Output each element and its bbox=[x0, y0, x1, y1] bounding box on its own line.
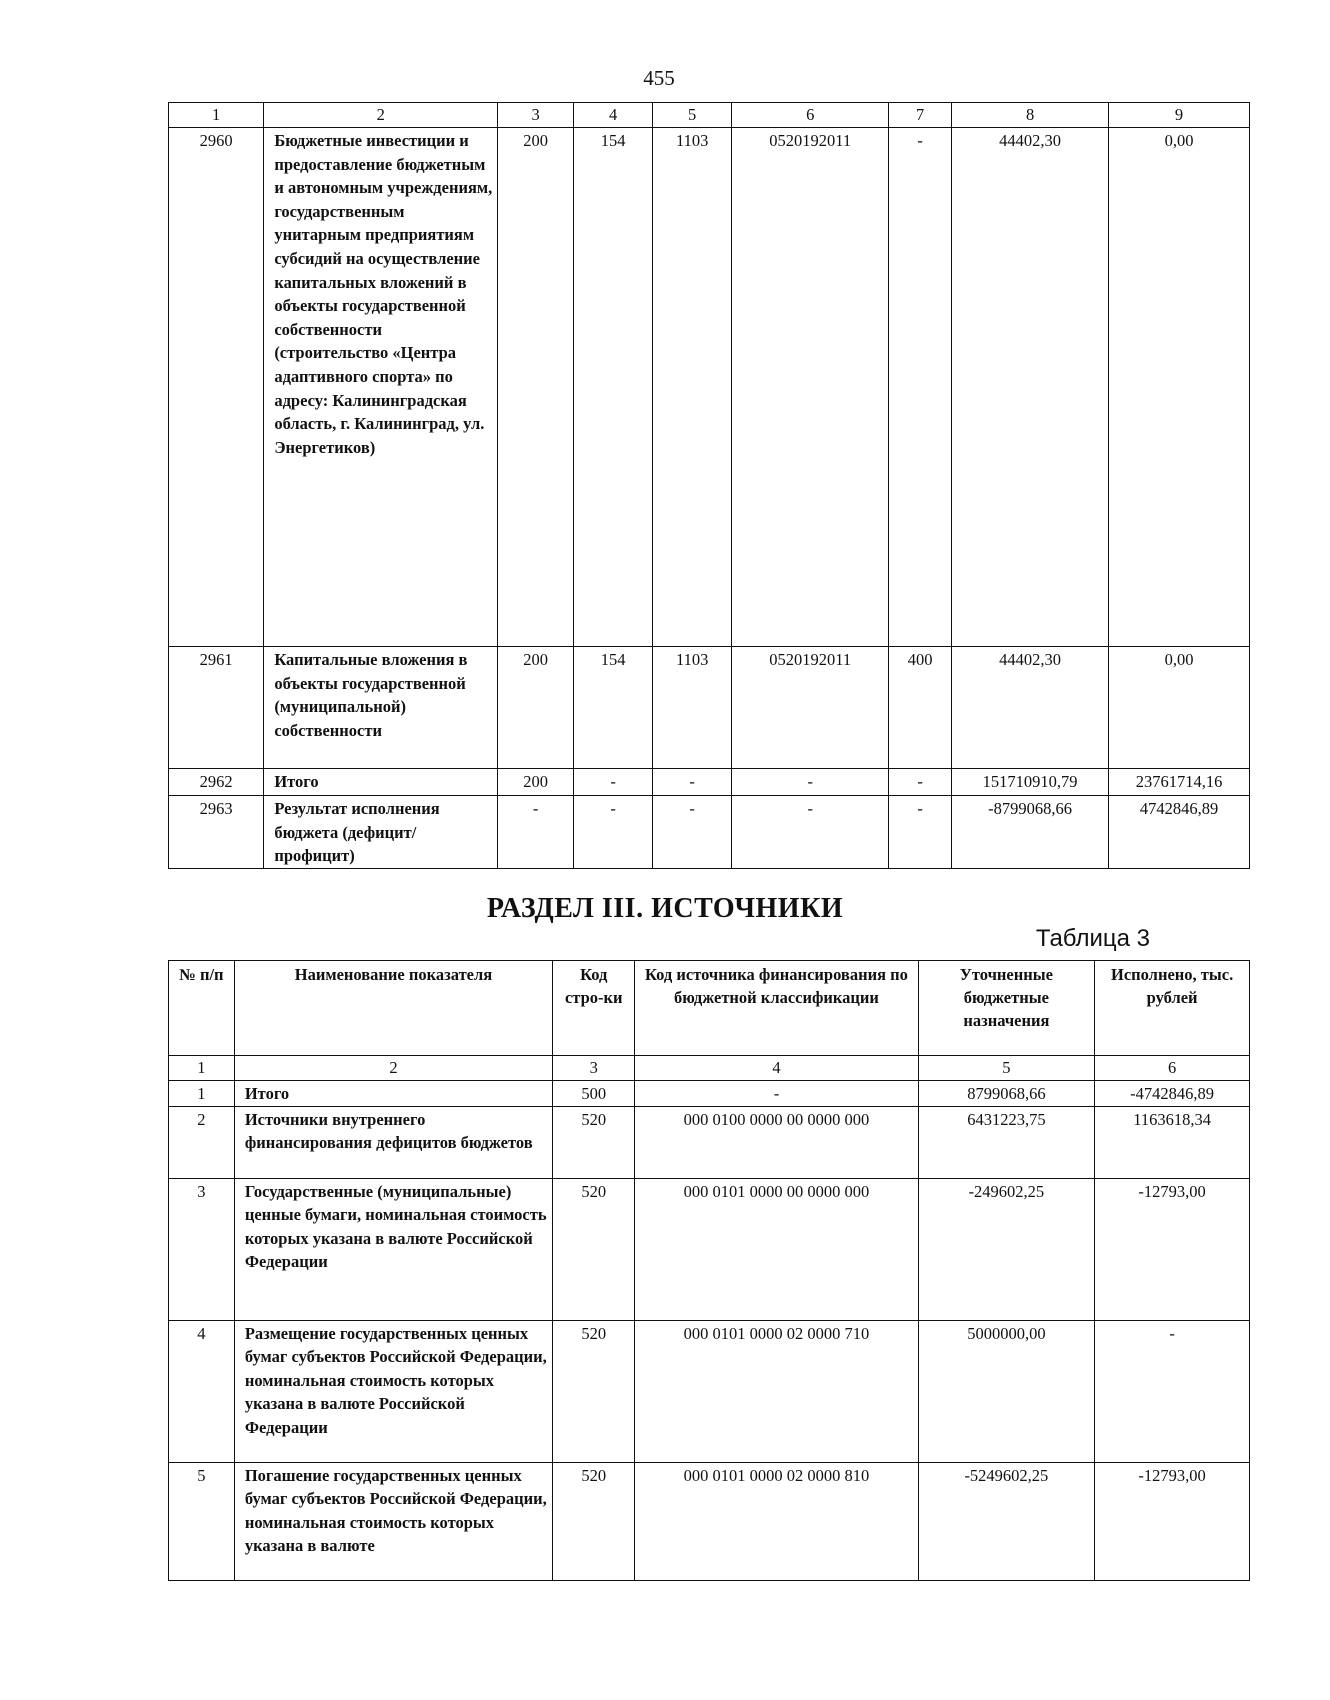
row-executed: -12793,00 bbox=[1095, 1178, 1250, 1320]
page-number: 455 bbox=[643, 66, 675, 90]
column-number: 1 bbox=[169, 1056, 235, 1081]
row-number: 3 bbox=[169, 1178, 235, 1320]
table-row bbox=[169, 1178, 1250, 1320]
row-name: Итого bbox=[264, 769, 498, 796]
table-row bbox=[169, 1462, 1250, 1580]
table-row bbox=[169, 647, 1250, 769]
cell-col8: 44402,30 bbox=[952, 128, 1109, 647]
row-planned: 8799068,66 bbox=[918, 1081, 1095, 1107]
section-title: РАЗДЕЛ III. ИСТОЧНИКИ bbox=[486, 893, 844, 924]
column-number: 6 bbox=[1095, 1056, 1250, 1081]
cell-col4: 154 bbox=[574, 128, 653, 647]
row-name: Итого bbox=[234, 1081, 552, 1107]
table-row-total bbox=[169, 1081, 1250, 1107]
row-planned: -249602,25 bbox=[918, 1178, 1095, 1320]
cell-col3: 200 bbox=[498, 769, 574, 796]
column-number: 4 bbox=[635, 1056, 918, 1081]
cell-col4: - bbox=[574, 769, 653, 796]
row-name: Капитальные вложения в объекты государственной (муниципальной) собственности bbox=[264, 647, 498, 769]
cell-col3: 200 bbox=[498, 647, 574, 769]
table-row-total bbox=[169, 769, 1250, 796]
row-line-code: 500 bbox=[553, 1081, 635, 1107]
column-number: 7 bbox=[889, 103, 952, 128]
column-number: 6 bbox=[732, 103, 889, 128]
cell-col9: 23761714,16 bbox=[1109, 769, 1250, 796]
column-number: 2 bbox=[264, 103, 498, 128]
header-name: Наименование показателя bbox=[234, 961, 552, 1056]
column-number-row bbox=[169, 1056, 1250, 1081]
row-source-code: - bbox=[635, 1081, 918, 1107]
row-name: Результат исполнения бюджета (дефицит/профицит) bbox=[264, 796, 498, 869]
table-row bbox=[169, 1320, 1250, 1462]
column-number: 3 bbox=[498, 103, 574, 128]
row-executed: 1163618,34 bbox=[1095, 1106, 1250, 1178]
row-name: Источники внутреннего финансирования дефицитов бюджетов bbox=[234, 1106, 552, 1178]
expenditure-table bbox=[168, 102, 1250, 869]
column-number: 4 bbox=[574, 103, 653, 128]
cell-col3: - bbox=[498, 796, 574, 869]
header-row bbox=[169, 961, 1250, 1056]
cell-col5: - bbox=[653, 796, 732, 869]
row-line-code: 520 bbox=[553, 1178, 635, 1320]
cell-col7: 400 bbox=[889, 647, 952, 769]
header-executed: Исполнено, тыс. рублей bbox=[1095, 961, 1250, 1056]
row-source-code: 000 0101 0000 02 0000 810 bbox=[635, 1462, 918, 1580]
row-number: 4 bbox=[169, 1320, 235, 1462]
cell-col9: 0,00 bbox=[1109, 128, 1250, 647]
column-number: 9 bbox=[1109, 103, 1250, 128]
cell-col8: 151710910,79 bbox=[952, 769, 1109, 796]
row-planned: 6431223,75 bbox=[918, 1106, 1095, 1178]
cell-col8: 44402,30 bbox=[952, 647, 1109, 769]
row-number: 2 bbox=[169, 1106, 235, 1178]
cell-col9: 4742846,89 bbox=[1109, 796, 1250, 869]
header-num: № п/п bbox=[169, 961, 235, 1056]
row-name: Бюджетные инвестиции и предоставление бюджетным и автономным учреждениям, государственным унитарным предприятиям субсидий на осуществление капитальных вложений в объекты государственной собственности (строительство «Центра адаптивного спорта» по адресу: Калининградская область, г. Калининград, ул. Энергетиков) bbox=[264, 128, 498, 647]
column-number: 3 bbox=[553, 1056, 635, 1081]
row-source-code: 000 0100 0000 00 0000 000 bbox=[635, 1106, 918, 1178]
column-number: 1 bbox=[169, 103, 264, 128]
column-number-row bbox=[169, 103, 1250, 128]
cell-col7: - bbox=[889, 128, 952, 647]
cell-col9: 0,00 bbox=[1109, 647, 1250, 769]
table-row bbox=[169, 128, 1250, 647]
row-number: 5 bbox=[169, 1462, 235, 1580]
cell-col6: - bbox=[732, 796, 889, 869]
table-caption: Таблица 3 bbox=[1035, 925, 1150, 952]
header-source-code: Код источника финансирования по бюджетной классификации bbox=[635, 961, 918, 1056]
row-line-code: 520 bbox=[553, 1106, 635, 1178]
cell-col6: 0520192011 bbox=[732, 128, 889, 647]
row-number: 2963 bbox=[169, 796, 264, 869]
column-number: 5 bbox=[653, 103, 732, 128]
column-number: 8 bbox=[952, 103, 1109, 128]
cell-col5: - bbox=[653, 769, 732, 796]
cell-col7: - bbox=[889, 796, 952, 869]
cell-col6: 0520192011 bbox=[732, 647, 889, 769]
row-number: 1 bbox=[169, 1081, 235, 1107]
column-number: 2 bbox=[234, 1056, 552, 1081]
cell-col3: 200 bbox=[498, 128, 574, 647]
cell-col8: -8799068,66 bbox=[952, 796, 1109, 869]
row-name: Погашение государственных ценных бумаг субъектов Российской Федерации, номинальная стоимость которых указана в валюте bbox=[234, 1462, 552, 1580]
row-line-code: 520 bbox=[553, 1462, 635, 1580]
row-executed: -12793,00 bbox=[1095, 1462, 1250, 1580]
header-planned: Уточненные бюджетные назначения bbox=[918, 961, 1095, 1056]
sources-table bbox=[168, 960, 1250, 1581]
header-line-code: Код стро-ки bbox=[553, 961, 635, 1056]
row-name: Размещение государственных ценных бумаг субъектов Российской Федерации, номинальная стоимость которых указана в валюте Российской Федерации bbox=[234, 1320, 552, 1462]
row-source-code: 000 0101 0000 02 0000 710 bbox=[635, 1320, 918, 1462]
cell-col4: 154 bbox=[574, 647, 653, 769]
cell-col7: - bbox=[889, 769, 952, 796]
row-number: 2961 bbox=[169, 647, 264, 769]
cell-col4: - bbox=[574, 796, 653, 869]
row-planned: -5249602,25 bbox=[918, 1462, 1095, 1580]
row-number: 2962 bbox=[169, 769, 264, 796]
row-planned: 5000000,00 bbox=[918, 1320, 1095, 1462]
row-source-code: 000 0101 0000 00 0000 000 bbox=[635, 1178, 918, 1320]
cell-col5: 1103 bbox=[653, 128, 732, 647]
row-name: Государственные (муниципальные) ценные бумаги, номинальная стоимость которых указана в валюте Российской Федерации bbox=[234, 1178, 552, 1320]
table-row bbox=[169, 1106, 1250, 1178]
table-row-result bbox=[169, 796, 1250, 869]
column-number: 5 bbox=[918, 1056, 1095, 1081]
row-line-code: 520 bbox=[553, 1320, 635, 1462]
cell-col6: - bbox=[732, 769, 889, 796]
row-executed: - bbox=[1095, 1320, 1250, 1462]
cell-col5: 1103 bbox=[653, 647, 732, 769]
row-number: 2960 bbox=[169, 128, 264, 647]
row-executed: -4742846,89 bbox=[1095, 1081, 1250, 1107]
